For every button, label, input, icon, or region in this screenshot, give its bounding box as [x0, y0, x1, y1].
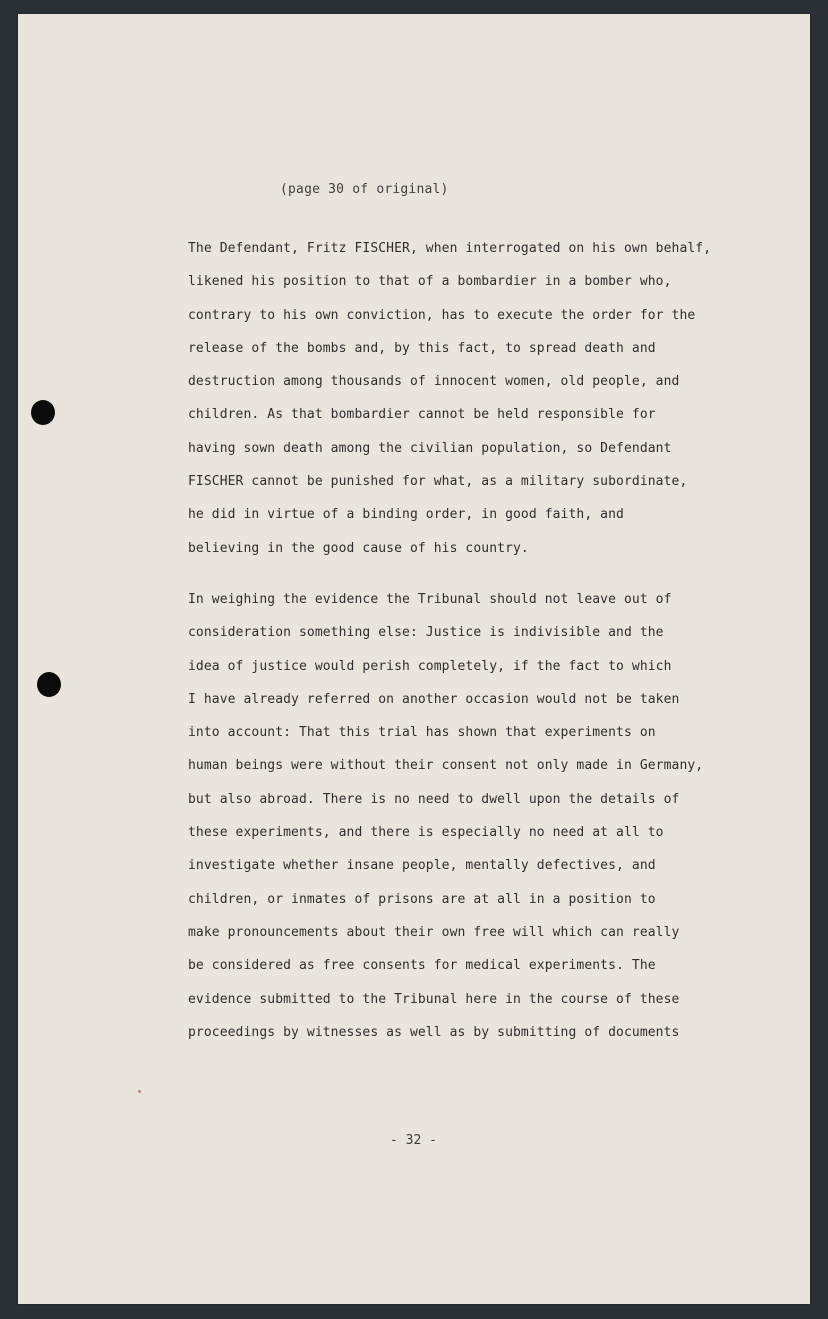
punch-hole	[37, 672, 61, 697]
paragraph-weighing-evidence	[188, 583, 748, 1049]
text-line: The Defendant, Fritz FISCHER, when interrogated on his own behalf,	[188, 241, 712, 256]
text-line: but also abroad. There is no need to dwell upon the details of	[188, 791, 680, 807]
text-line: believing in the good cause of his country.	[188, 540, 529, 556]
punch-hole	[31, 400, 55, 425]
page-number: - 32 -	[390, 1133, 437, 1148]
text-line: likened his position to that of a bombardier in a bomber who,	[188, 274, 672, 290]
text-line: FISCHER cannot be punished for what, as a military subordinate,	[188, 474, 688, 490]
text-line: In weighing the evidence the Tribunal should not leave out of	[188, 592, 672, 607]
text-line: into account: That this trial has shown that experiments on	[188, 725, 656, 741]
text-line: consideration something else: Justice is indivisible and the	[188, 625, 664, 641]
text-line: children, or inmates of prisons are at all in a position to	[188, 891, 656, 907]
document-page	[18, 14, 810, 1304]
text-line: children. As that bombardier cannot be held responsible for	[188, 407, 656, 423]
text-line: having sown death among the civilian population, so Defendant	[188, 440, 672, 456]
paper-speck	[138, 1090, 141, 1093]
text-line: contrary to his own conviction, has to execute the order for the	[188, 307, 696, 323]
text-line: destruction among thousands of innocent women, old people, and	[188, 374, 680, 390]
text-line: human beings were without their consent not only made in Germany,	[188, 758, 704, 774]
text-line: proceedings by witnesses as well as by submitting of documents	[188, 1024, 680, 1040]
text-line: release of the bombs and, by this fact, to spread death and	[188, 340, 656, 356]
page-header: (page 30 of original)	[280, 182, 449, 197]
text-line: investigate whether insane people, mentally defectives, and	[188, 858, 656, 874]
text-line: he did in virtue of a binding order, in good faith, and	[188, 507, 624, 523]
text-line: these experiments, and there is especially no need at all to	[188, 825, 664, 841]
text-line: evidence submitted to the Tribunal here in the course of these	[188, 991, 680, 1007]
text-line: I have already referred on another occasion would not be taken	[188, 691, 680, 707]
paragraph-defendant-fischer	[188, 232, 748, 565]
text-line: make pronouncements about their own free will which can really	[188, 924, 680, 940]
text-line: idea of justice would perish completely, if the fact to which	[188, 658, 672, 674]
text-line: be considered as free consents for medical experiments. The	[188, 958, 656, 974]
